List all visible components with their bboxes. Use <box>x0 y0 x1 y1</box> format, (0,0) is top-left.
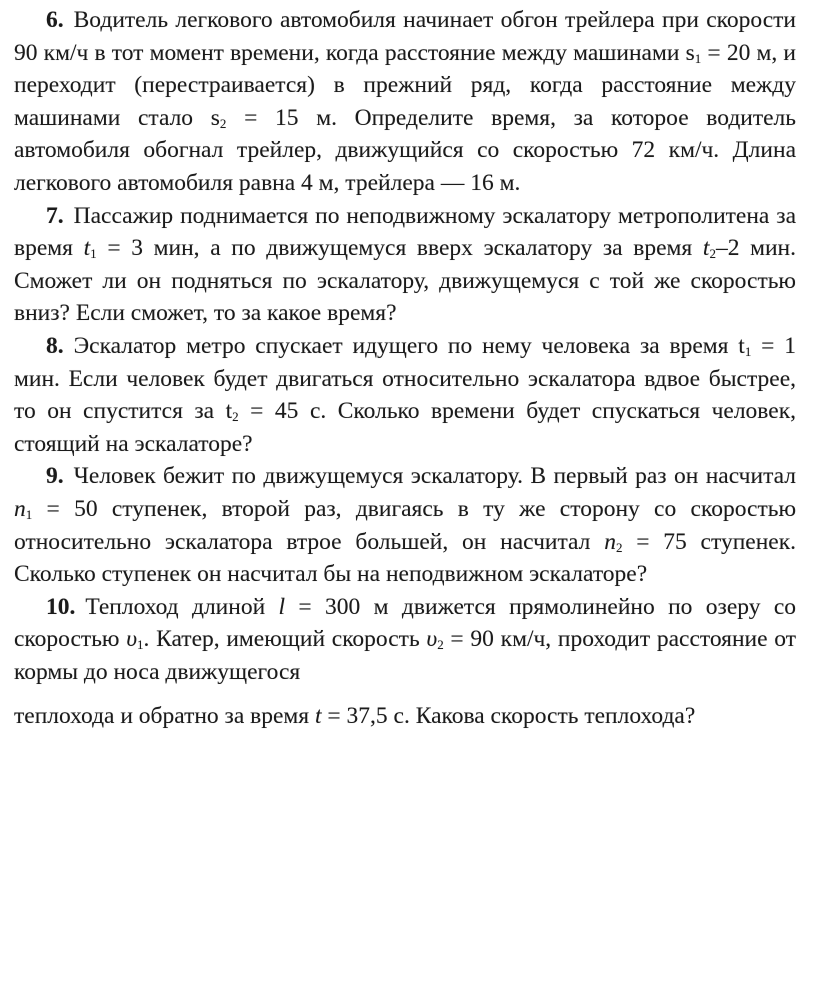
problem-10 <box>14 591 796 733</box>
variable-v: υ <box>426 626 438 653</box>
variable-t: t <box>314 703 322 730</box>
problem-text: = 75 ступенек. Сколько ступенек он насчитал бы на неподвижном эскалаторе? <box>14 528 796 588</box>
subscript: 1 <box>694 50 702 66</box>
subscript: 1 <box>744 343 752 359</box>
problem-text: . Катер, имеющий скорость <box>143 626 427 653</box>
subscript: 2 <box>709 246 716 262</box>
problem-text: = 3 мин, а по движущемуся вверх эскалатору за время <box>96 235 703 262</box>
problem-text: = 20 м, и переходит (перестраивается) в прежний ряд, когда расстояние между машинами стало s <box>14 39 796 131</box>
problem-text: = 45 с. Сколько времени будет спускаться человек, стоящий на эскалаторе? <box>14 398 796 457</box>
problem-text: Человек бежит по движущемуся эскалатору. В первый раз он насчитал <box>73 463 796 490</box>
subscript: 2 <box>232 409 239 425</box>
problem-number: 8. <box>46 332 64 359</box>
problem-number: 7. <box>46 202 64 229</box>
problem-text: = 1 мин. Если человек будет двигаться относительно эскалатора вдвое быстрее, то он спустится за t <box>14 332 796 425</box>
variable-v: υ <box>126 626 137 653</box>
problem-text: = 90 км/ч, проходит расстояние от кормы до носа движущегося <box>14 626 796 685</box>
subscript: 2 <box>615 539 623 555</box>
variable-n: n <box>14 495 26 522</box>
subscript: 1 <box>90 246 97 262</box>
problem-number: 9. <box>46 463 64 490</box>
problem-text: теплохода и обратно за время <box>14 703 315 730</box>
textbook-page <box>14 4 796 733</box>
problem-8 <box>14 330 796 460</box>
problem-text: = 37,5 с. Какова скорость теплохода? <box>321 703 696 730</box>
problem-text: –2 мин. Сможет ли он подняться по эскалатору, движущемуся с той же скоростью вниз? Если сможет, то за какое время? <box>14 235 796 327</box>
subscript: 2 <box>437 637 444 653</box>
problem-6 <box>14 4 796 200</box>
problem-text: Водитель легкового автомобиля начинает обгон трейлера при скорости 90 км/ч в тот момент времени, когда расстояние между машинами s <box>14 7 796 66</box>
problem-text: Теплоход длиной <box>85 593 279 620</box>
problem-text: Пассажир поднимается по неподвижному эскалатору метрополитена за время <box>14 202 796 262</box>
problem-text: = 300 м движется прямолинейно по озеру со скоростью <box>14 593 797 653</box>
line-gap <box>14 688 796 700</box>
problem-text: = 15 м. Определите время, за которое водитель автомобиля обогнал трейлер, движущийся со скоростью 72 км/ч. Длина легкового автомобиля равна 4 м, трейлера — 16 м. <box>14 104 796 196</box>
variable-t: t <box>83 235 91 262</box>
variable-l: l <box>278 593 286 620</box>
problem-7 <box>14 200 796 330</box>
problem-number: 6. <box>46 7 64 33</box>
problem-9 <box>14 460 796 590</box>
problem-text: Эскалатор метро спускает идущего по нему человека за время t <box>73 332 745 359</box>
problem-number: 10. <box>46 593 76 620</box>
subscript: 1 <box>25 506 33 522</box>
problem-text: = 50 ступенек, второй раз, двигаясь в ту же сторону со скоростью относительно эскалатора втрое большей, он насчитал <box>14 495 796 555</box>
variable-n: n <box>604 528 616 555</box>
variable-t: t <box>702 235 710 262</box>
subscript: 1 <box>137 637 144 653</box>
subscript: 2 <box>219 115 227 131</box>
